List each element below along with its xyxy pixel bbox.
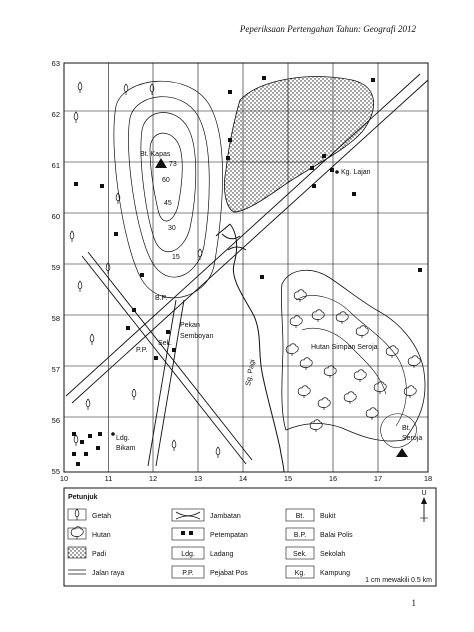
northing-label: 57 xyxy=(51,365,60,374)
contour-label-60: 60 xyxy=(162,177,170,184)
easting-label: 15 xyxy=(283,474,293,483)
forest-reserve-boundary xyxy=(281,270,425,441)
northing-label: 61 xyxy=(51,161,60,170)
legend-bukit: Bukit xyxy=(320,513,336,520)
northing-label: 59 xyxy=(51,263,60,272)
river-sg-pagi xyxy=(230,224,284,472)
north-label: U xyxy=(421,490,427,497)
legend-ladang: Ladang xyxy=(210,551,234,558)
label-ldg: Ldg. xyxy=(116,435,130,442)
label-pekan-2: Semboyan xyxy=(180,333,214,340)
legend-jalan-raya: Jalan raya xyxy=(92,570,125,577)
page-header: Peperiksaan Pertengahan Tahun: Geografi 2012 xyxy=(239,24,416,34)
northing-label: 62 xyxy=(51,110,60,119)
label-bikam: Bikam xyxy=(116,445,136,452)
contour-label-15: 15 xyxy=(172,254,180,261)
peak-bt-kapas xyxy=(155,158,167,168)
legend-pejabat-pos: Pejabat Pos xyxy=(210,570,248,577)
label-sg-pagi: Sg. Pagi xyxy=(245,359,257,387)
legend-kampung: Kampung xyxy=(320,570,350,577)
easting-label: 12 xyxy=(148,474,158,483)
label-spot-height: 73 xyxy=(169,161,177,168)
contour-lines xyxy=(114,81,223,298)
page-number: 1 xyxy=(411,598,416,608)
label-sek: Sek. xyxy=(158,340,173,347)
legend-petempatan: Petempatan xyxy=(210,532,248,539)
peak-bt-seroja xyxy=(396,448,408,457)
legend-balai-polis: Balai Polis xyxy=(320,532,353,539)
northing-label: 58 xyxy=(51,314,60,323)
legend-getah: Getah xyxy=(92,513,112,520)
label-pp: P.P. xyxy=(136,347,148,354)
legend-padi: Padi xyxy=(92,551,107,558)
label-bt-seroja-1: Bt. xyxy=(402,425,411,432)
label-bp: B.P. xyxy=(155,295,168,302)
label-kg-lajan: Kg. Lajan xyxy=(341,169,371,176)
legend-ladang-abbr: Ldg. xyxy=(181,551,195,558)
label-bt-kapas: Bt. Kapas xyxy=(140,151,171,158)
legend-bp-abbr: B.P. xyxy=(293,532,307,539)
legend-jambatan: Jambatan xyxy=(210,513,241,520)
easting-label: 13 xyxy=(193,474,203,483)
easting-label: 11 xyxy=(104,474,113,483)
northing-label: 60 xyxy=(51,212,60,221)
legend-scale: 1 cm mewakili 0.5 km xyxy=(365,577,432,584)
northing-label: 56 xyxy=(51,416,60,425)
legend-pp-abbr: P.P. xyxy=(182,570,194,577)
north-arrow-icon xyxy=(420,497,428,522)
label-bt-seroja-2: Seroja xyxy=(402,435,423,442)
easting-label: 10 xyxy=(59,474,69,483)
forest-symbols xyxy=(286,290,420,432)
easting-label: 14 xyxy=(238,474,248,483)
bridge xyxy=(222,234,246,250)
padi-field xyxy=(224,77,373,212)
legend-sekolah: Sekolah xyxy=(320,551,346,558)
legend-kg-abbr: Kg. xyxy=(294,570,306,577)
legend-sek-abbr: Sek. xyxy=(292,551,308,558)
northing-label: 63 xyxy=(51,59,60,68)
northing-label: 55 xyxy=(51,467,60,476)
easting-label: 17 xyxy=(373,474,383,483)
label-pekan-1: Pekan xyxy=(180,322,200,329)
legend-bt-abbr: Bt. xyxy=(295,513,305,520)
label-hutan-simpan: Hutan Simpan Seroja xyxy=(311,344,378,351)
easting-label: 16 xyxy=(328,474,338,483)
legend-hutan: Hutan xyxy=(92,532,111,539)
contour-label-45: 45 xyxy=(164,200,172,207)
contour-label-30: 30 xyxy=(168,225,176,232)
easting-label: 18 xyxy=(423,474,433,483)
legend-title: Petunjuk xyxy=(68,494,98,501)
